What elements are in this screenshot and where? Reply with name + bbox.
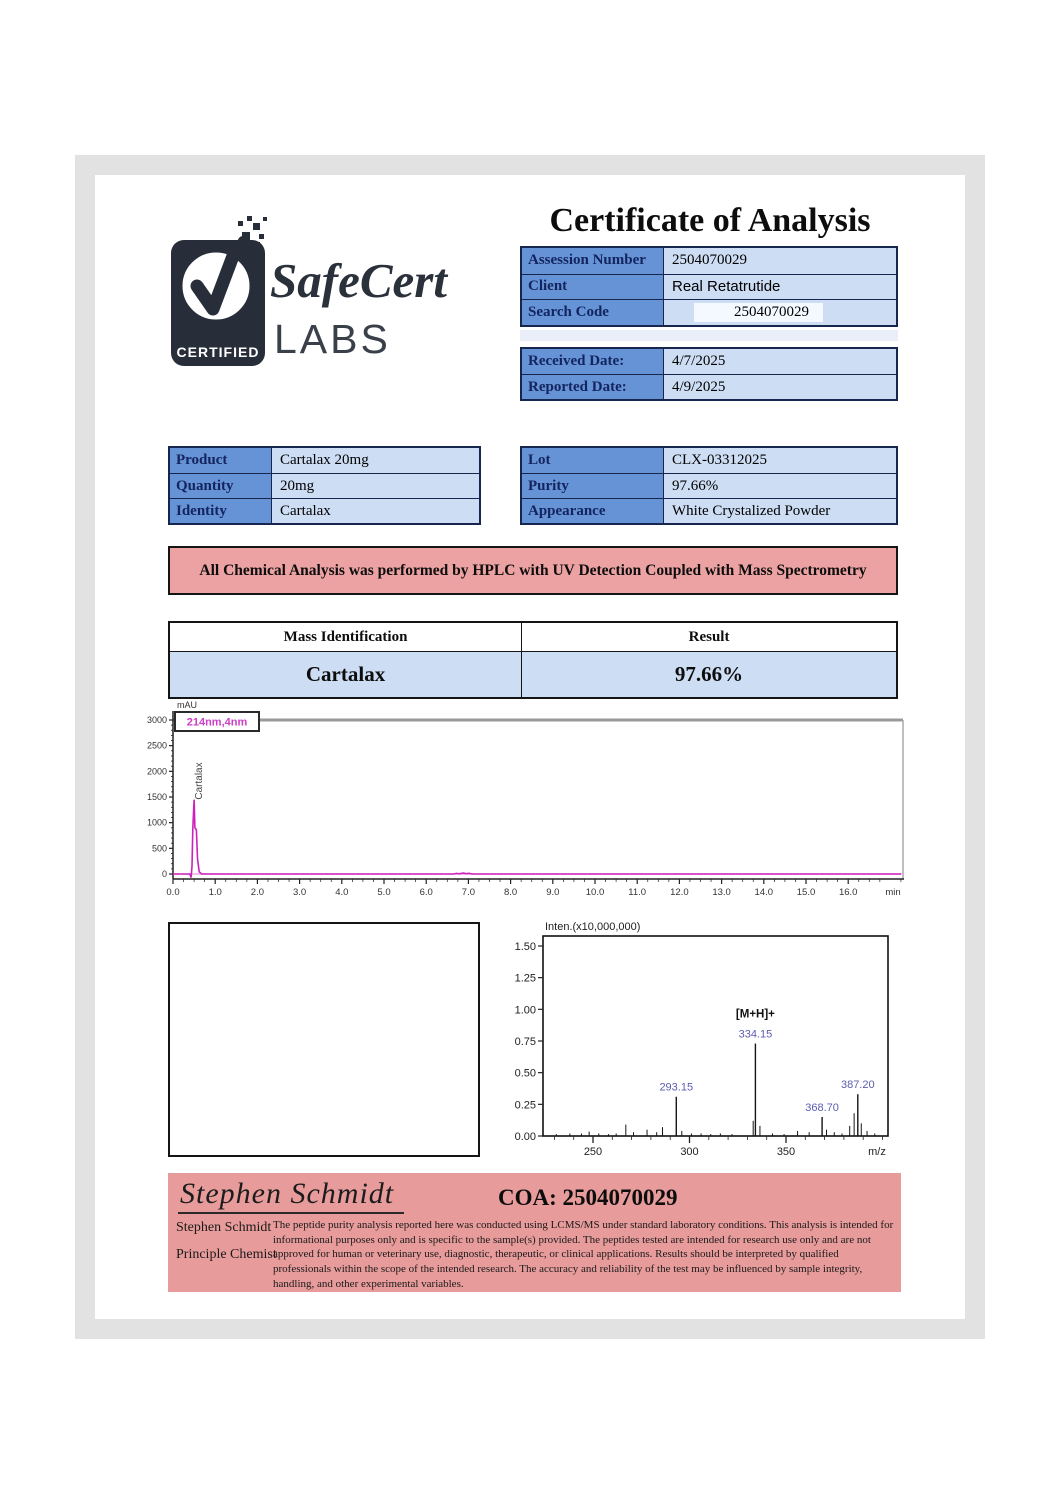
row-value: 20mg: [272, 474, 479, 498]
safecert-certified-badge-icon: [166, 210, 274, 372]
row-label: Identity: [170, 499, 272, 523]
svg-text:1.25: 1.25: [514, 972, 536, 985]
product-table: [168, 446, 481, 525]
table-header-row: [170, 623, 896, 652]
row-label: Lot: [522, 448, 664, 473]
coa-number: COA: 2504070029: [498, 1185, 678, 1210]
svg-text:2.0: 2.0: [250, 887, 265, 898]
row-value: Cartalax: [272, 499, 479, 523]
row-label: Reported Date:: [522, 375, 664, 399]
disclaimer-text: The peptide purity analysis reported here was conducted using LCMS/MS under standard laboratory conditions. This analysis is intended for informational purposes only and is specific to the sample(s) provided. The peptides tested are intended for research use only and are not approved for human or veterinary use, diagnostic, therapeutic, or clinical applications. Results should be interpreted by qualified professionals within the scope of the intended research. The accuracy and reliability of the test may be influenced by sample integrity, handling, and other experimental variables.: [273, 1219, 894, 1290]
row-label: Assession Number: [522, 248, 664, 274]
signature-text: Stephen Schmidt: [178, 1177, 404, 1214]
row-value: 97.66%: [664, 474, 896, 498]
column-header: Mass Identification: [170, 623, 522, 651]
table-row: [522, 274, 896, 300]
purity-result: 97.66%: [674, 662, 744, 686]
table-row: [170, 498, 479, 523]
table-row: [522, 498, 896, 523]
analysis-method-banner: All Chemical Analysis was performed by HPLC with UV Detection Coupled with Mass Spectrometry: [168, 546, 898, 595]
svg-text:Inten.(x10,000,000): Inten.(x10,000,000): [545, 921, 641, 933]
table-spacer: [520, 330, 898, 341]
row-label: Client: [522, 275, 664, 300]
table-row: [522, 349, 896, 374]
svg-text:250: 250: [583, 1146, 603, 1158]
table-row: [170, 448, 479, 473]
table-row: [522, 374, 896, 399]
svg-text:293.15: 293.15: [659, 1081, 694, 1094]
svg-text:0: 0: [161, 869, 167, 879]
row-value: Real Retatrutide: [664, 275, 896, 300]
row-label: Received Date:: [522, 349, 664, 374]
hplc-chromatogram: [145, 698, 907, 912]
svg-text:CERTIFIED: CERTIFIED: [176, 344, 260, 360]
svg-text:14.0: 14.0: [754, 887, 774, 898]
row-label: Purity: [522, 474, 664, 498]
row-value: [664, 300, 896, 325]
svg-text:m/z: m/z: [868, 1146, 886, 1158]
dates-table: [520, 347, 898, 401]
mass-spectrum-chart: [503, 920, 905, 1170]
svg-text:0.0: 0.0: [166, 887, 180, 898]
svg-text:4.0: 4.0: [335, 887, 349, 898]
svg-text:0.25: 0.25: [514, 1099, 536, 1112]
row-value: Cartalax 20mg: [272, 448, 479, 473]
row-value: CLX-03312025: [664, 448, 896, 473]
svg-text:Cartalax: Cartalax: [194, 762, 205, 800]
svg-text:500: 500: [151, 843, 167, 854]
row-value: 2504070029: [664, 248, 896, 274]
row-label: Appearance: [522, 499, 664, 523]
svg-text:1.00: 1.00: [514, 1004, 536, 1017]
svg-text:1500: 1500: [146, 792, 167, 802]
svg-text:5.0: 5.0: [377, 887, 391, 898]
table-row: [522, 248, 896, 274]
row-label: Search Code: [522, 300, 664, 325]
row-value: White Crystalized Powder: [664, 499, 896, 523]
table-row: [170, 652, 896, 697]
svg-text:2500: 2500: [146, 740, 167, 751]
svg-text:12.0: 12.0: [670, 887, 689, 898]
search-code-field[interactable]: 2504070029: [694, 303, 823, 322]
svg-text:0.00: 0.00: [514, 1131, 536, 1143]
svg-text:1.0: 1.0: [208, 887, 222, 898]
svg-text:8.0: 8.0: [503, 887, 518, 898]
svg-text:7.0: 7.0: [461, 887, 476, 898]
svg-text:2000: 2000: [146, 766, 167, 777]
signature-footer: [168, 1173, 901, 1292]
svg-text:3.0: 3.0: [292, 887, 307, 898]
svg-text:min: min: [885, 887, 901, 898]
svg-text:334.15: 334.15: [738, 1028, 773, 1041]
svg-text:10.0: 10.0: [585, 887, 605, 898]
svg-text:350: 350: [776, 1146, 796, 1158]
structure-placeholder-box: [168, 922, 480, 1157]
legend: [175, 712, 259, 731]
svg-text:0.50: 0.50: [514, 1067, 536, 1080]
table-row: [522, 448, 896, 473]
table-row: [170, 473, 479, 498]
svg-text:13.0: 13.0: [712, 887, 731, 898]
table-row: [522, 473, 896, 498]
row-label: Quantity: [170, 474, 272, 498]
svg-text:1.50: 1.50: [514, 940, 536, 953]
row-value: 4/9/2025: [664, 375, 896, 399]
svg-text:3000: 3000: [146, 715, 167, 725]
svg-text:16.0: 16.0: [838, 887, 858, 898]
signer-title: Principle Chemist: [176, 1247, 277, 1262]
analyte-name: Cartalax: [170, 652, 522, 697]
column-header: Result: [688, 628, 730, 645]
svg-text:9.0: 9.0: [546, 887, 560, 898]
svg-text:387.20: 387.20: [840, 1079, 875, 1092]
page-title: Certificate of Analysis: [549, 202, 871, 239]
svg-text:214nm,4nm: 214nm,4nm: [186, 716, 248, 729]
logo-labs-text: LABS: [274, 316, 391, 362]
svg-text:11.0: 11.0: [628, 887, 647, 898]
svg-text:0.75: 0.75: [514, 1035, 536, 1048]
mass-identification-table: [168, 621, 898, 699]
logo-brand-text: SafeCert: [270, 253, 447, 308]
svg-text:mAU: mAU: [177, 700, 197, 710]
svg-text:6.0: 6.0: [419, 887, 433, 898]
svg-text:368.70: 368.70: [805, 1101, 839, 1114]
svg-text:[M+H]+: [M+H]+: [735, 1008, 775, 1021]
row-label: Product: [170, 448, 272, 473]
svg-text:1000: 1000: [146, 817, 167, 828]
lot-table: [520, 446, 898, 525]
row-value: 4/7/2025: [664, 349, 896, 374]
accession-info-table: [520, 246, 898, 327]
table-row: [522, 299, 896, 325]
svg-text:15.0: 15.0: [796, 887, 816, 898]
svg-text:300: 300: [680, 1146, 699, 1158]
signer-name: Stephen Schmidt: [176, 1220, 272, 1235]
